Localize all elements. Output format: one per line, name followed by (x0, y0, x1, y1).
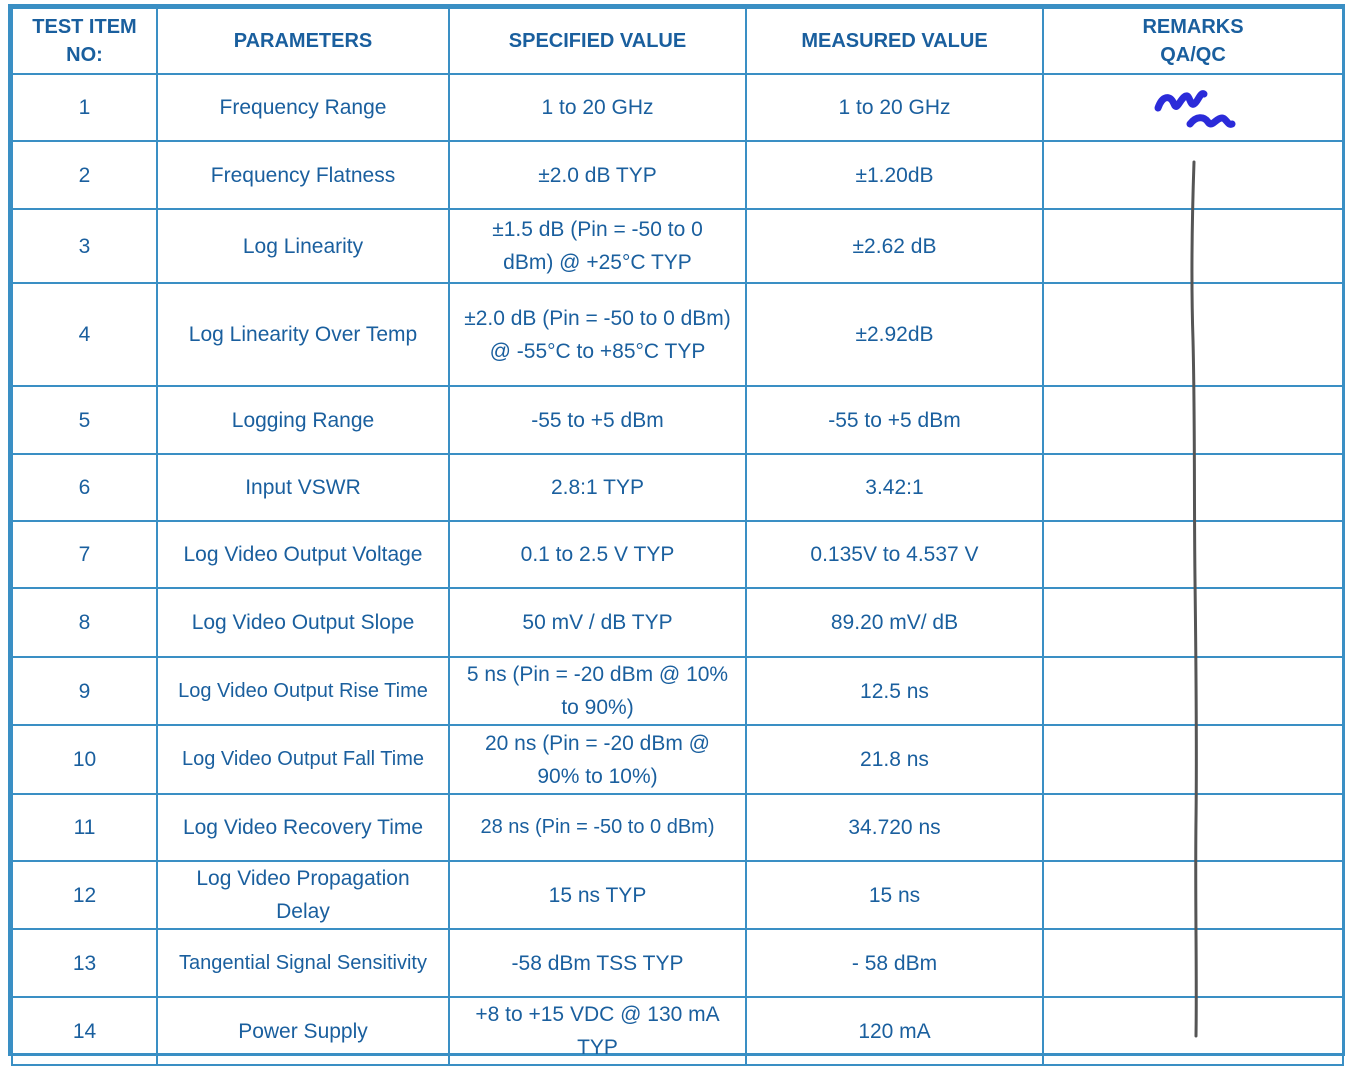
cell-specified: 2.8:1 TYP (449, 454, 746, 521)
cell-remarks (1043, 861, 1343, 929)
cell-specified: 1 to 20 GHz (449, 74, 746, 141)
cell-specified: 5 ns (Pin = -20 dBm @ 10% to 90%) (449, 657, 746, 725)
header-test-item-no: TEST ITEM NO: (12, 8, 157, 74)
table-row (12, 997, 1343, 1065)
cell-measured: 34.720 ns (746, 794, 1043, 861)
cell-item-no: 10 (12, 725, 157, 794)
cell-measured: -55 to +5 dBm (746, 386, 1043, 454)
cell-parameter: Frequency Flatness (157, 141, 449, 209)
cell-remarks (1043, 386, 1343, 454)
cell-measured: 3.42:1 (746, 454, 1043, 521)
cell-remarks (1043, 209, 1343, 283)
table-row (12, 588, 1343, 657)
cell-remarks (1043, 141, 1343, 209)
cell-measured: ±2.92dB (746, 283, 1043, 386)
cell-parameter: Tangential Signal Sensitivity (157, 929, 449, 997)
cell-remarks (1043, 74, 1343, 141)
cell-measured: 15 ns (746, 861, 1043, 929)
cell-parameter: Log Linearity Over Temp (157, 283, 449, 386)
cell-remarks (1043, 588, 1343, 657)
cell-item-no: 7 (12, 521, 157, 588)
cell-parameter: Log Linearity (157, 209, 449, 283)
cell-measured: 21.8 ns (746, 725, 1043, 794)
cell-measured: 1 to 20 GHz (746, 74, 1043, 141)
cell-measured: ±2.62 dB (746, 209, 1043, 283)
cell-item-no: 4 (12, 283, 157, 386)
cell-item-no: 6 (12, 454, 157, 521)
cell-specified: 0.1 to 2.5 V TYP (449, 521, 746, 588)
cell-specified: 15 ns TYP (449, 861, 746, 929)
test-report-sheet (8, 4, 1345, 1059)
cell-parameter: Power Supply (157, 997, 449, 1065)
cell-remarks (1043, 521, 1343, 588)
cell-specified: +8 to +15 VDC @ 130 mA TYP (449, 997, 746, 1065)
cell-parameter: Log Video Output Voltage (157, 521, 449, 588)
cell-measured: 120 mA (746, 997, 1043, 1065)
cell-specified: 50 mV / dB TYP (449, 588, 746, 657)
table-row (12, 209, 1343, 283)
cell-remarks (1043, 454, 1343, 521)
header-row (12, 8, 1343, 74)
table-row (12, 794, 1343, 861)
test-report-table (11, 7, 1344, 1066)
cell-measured: ±1.20dB (746, 141, 1043, 209)
cell-item-no: 8 (12, 588, 157, 657)
cell-specified: -55 to +5 dBm (449, 386, 746, 454)
table-row (12, 929, 1343, 997)
cell-parameter: Input VSWR (157, 454, 449, 521)
cell-remarks (1043, 657, 1343, 725)
cell-item-no: 9 (12, 657, 157, 725)
cell-item-no: 1 (12, 74, 157, 141)
cell-measured: 89.20 mV/ dB (746, 588, 1043, 657)
table-row (12, 861, 1343, 929)
cell-remarks (1043, 725, 1343, 794)
cell-item-no: 3 (12, 209, 157, 283)
cell-parameter: Log Video Output Fall Time (157, 725, 449, 794)
cell-parameter: Log Video Propagation Delay (157, 861, 449, 929)
table-row (12, 657, 1343, 725)
header-specified-value: SPECIFIED VALUE (449, 8, 746, 74)
cell-item-no: 2 (12, 141, 157, 209)
cell-measured: 12.5 ns (746, 657, 1043, 725)
cell-remarks (1043, 929, 1343, 997)
cell-measured: - 58 dBm (746, 929, 1043, 997)
cell-item-no: 11 (12, 794, 157, 861)
cell-remarks (1043, 283, 1343, 386)
cell-remarks (1043, 794, 1343, 861)
cell-specified: -58 dBm TSS TYP (449, 929, 746, 997)
cell-specified: ±2.0 dB (Pin = -50 to 0 dBm) @ -55°C to +85°C TYP (449, 283, 746, 386)
cell-parameter: Log Video Output Slope (157, 588, 449, 657)
table-row (12, 141, 1343, 209)
header-parameters: PARAMETERS (157, 8, 449, 74)
cell-item-no: 5 (12, 386, 157, 454)
table-row (12, 725, 1343, 794)
cell-parameter: Frequency Range (157, 74, 449, 141)
table-row (12, 454, 1343, 521)
cell-remarks (1043, 997, 1343, 1065)
header-measured-value: MEASURED VALUE (746, 8, 1043, 74)
cell-item-no: 14 (12, 997, 157, 1065)
cell-specified: ±2.0 dB TYP (449, 141, 746, 209)
cell-specified: ±1.5 dB (Pin = -50 to 0 dBm) @ +25°C TYP (449, 209, 746, 283)
table-row (12, 386, 1343, 454)
cell-measured: 0.135V to 4.537 V (746, 521, 1043, 588)
table-row (12, 74, 1343, 141)
cell-parameter: Logging Range (157, 386, 449, 454)
table-row (12, 521, 1343, 588)
cell-item-no: 13 (12, 929, 157, 997)
cell-item-no: 12 (12, 861, 157, 929)
cell-parameter: Log Video Recovery Time (157, 794, 449, 861)
cell-parameter: Log Video Output Rise Time (157, 657, 449, 725)
header-remarks: REMARKS QA/QC (1043, 8, 1343, 74)
table-row (12, 283, 1343, 386)
cell-specified: 20 ns (Pin = -20 dBm @ 90% to 10%) (449, 725, 746, 794)
cell-specified: 28 ns (Pin = -50 to 0 dBm) (449, 794, 746, 861)
